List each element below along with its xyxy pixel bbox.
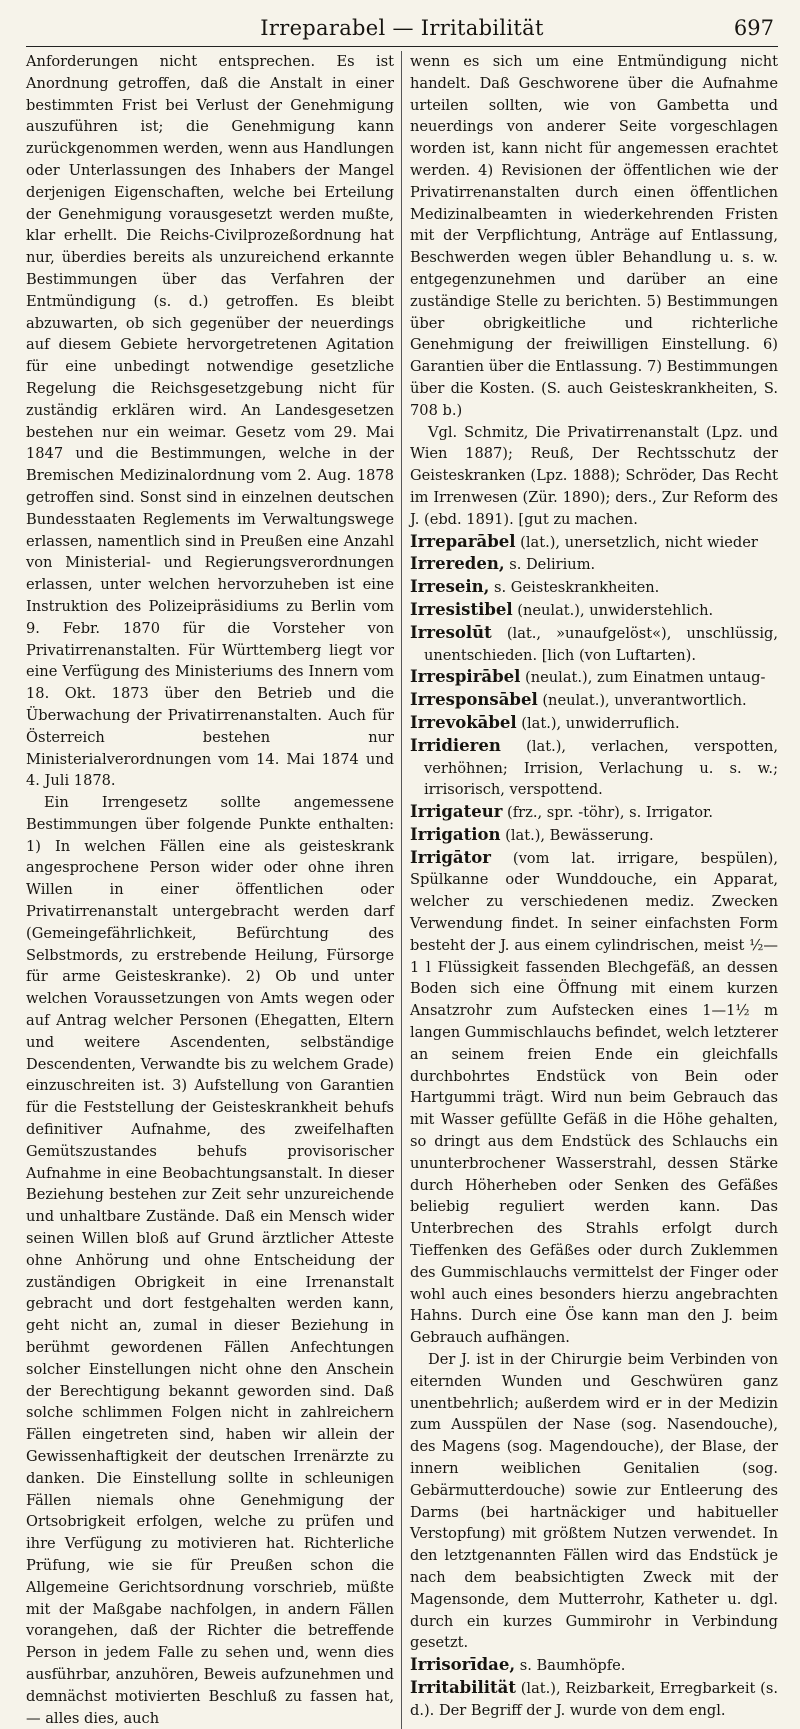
entry-irresistibel bbox=[410, 599, 778, 622]
entry-irreparabel bbox=[410, 531, 778, 554]
entry-text: (lat.), Bewässerung. bbox=[500, 826, 654, 844]
entry-headword: Irresistibel bbox=[410, 599, 513, 619]
right-column bbox=[402, 51, 778, 1729]
left-paragraph-2: Ein Irrengesetz sollte angemessene Bestimmungen über folgende Punkte enthalten: 1) In welchen Fällen eine als geisteskrank angesprochene Person wider oder ohne ihren Willen in einer öffentlichen oder Privatirrenanstalt untergebracht werden darf (Gemeingefährlichkeit, Befürchtung des Selbstmords, zu erstrebende Heilung, Fürsorge für arme Geisteskranke). 2) Ob und unter welchen Voraussetzungen von Amts wegen oder auf Antrag welcher Personen (Ehegatten, Eltern und weitere Ascendenten, selbständige Descendenten, Verwandte bis zu welchem Grade) einzuschreiten ist. 3) Aufstellung von Garantien für die Feststellung der Geisteskrankheit behufs definitiver Aufnahme, des zweifelhaften Gemütszustandes behufs provisorischer Aufnahme in eine Beobachtungsanstalt. In dieser Beziehung bestehen zur Zeit sehr unzureichende und unhaltbare Zustände. Daß ein Mensch wider seinen Willen bloß auf Grund ärztlicher Atteste ohne Anhörung und ohne Entscheidung der zuständigen Obrigkeit in eine Irrenanstalt gebracht und dort festgehalten werden kann, geht nicht an, zumal in dieser Beziehung in berühmt gewordenen Fällen Anfechtungen solcher Einstellungen nicht ohne den Anschein der Berechtigung bekannt geworden sind. Daß solche schlimmen Folgen nicht in zahlreichern Fällen eingetreten sind, haben wir allein der Gewissenhaftigkeit der deutschen Irrenärzte zu danken. Die Einstellung sollte in schleunigen Fällen niemals ohne Genehmigung der Ortsobrigkeit erfolgen, welche zu prüfen und ihre Verfügung zu motivieren hat. Richterliche Prüfung, wie sie für Preußen schon die Allgemeine Gerichtsordnung vorschrieb, müßte mit der Maßgabe nachfolgen, in andern Fällen vorangehen, daß der Richter die betreffende Person in jedem Falle zu sehen und, wenn dies ausführbar, anzuhören, Beweis aufzunehmen und demnächst motivierten Beschluß zu fassen hat, — alles dies, auch bbox=[26, 794, 394, 1727]
irrigator-paragraph-2: Der J. ist in der Chirurgie beim Verbinden von eiternden Wunden und Geschwüren ganz unentbehrlich; außerdem wird er in der Medizin zum Ausspülen der Nase (sog. Nasendouche), des Magens (sog. Magendouche), der Blase, der innern weiblichen Genitalien (sog. Gebärmutterdouche) sowie zur Entleerung des Darms (bei hartnäckiger und habitueller Verstopfung) mit größtem Nutzen verwendet. In den letztgenannten Fällen wird das Endstück je nach dem beabsichtigten Zweck mit der Magensonde, dem Mutterrohr, Katheter u. dgl. durch ein kurzes Gummirohr in Verbindung gesetzt. bbox=[410, 1351, 778, 1652]
running-title: Irreparabel — Irritabilität bbox=[260, 16, 544, 40]
left-paragraph-1: Anforderungen nicht entsprechen. Es ist Anordnung getroffen, daß die Anstalt in einer bestimmten Frist bei Verlust der Genehmigung auszuführen ist; die Genehmigung kann zurückgenommen werden, wenn aus Handlungen oder Unterlassungen des Inhabers der Mangel derjenigen Eigenschaften, welche bei Erteilung der Genehmigung vorausgesetzt werden mußte, klar erhellt. Die Reichs-Civilprozeßordnung hat nur, überdies bereits als unzureichend erkannte Bestimmungen über das Verfahren der Entmündigung (s. d.) getroffen. Es bleibt abzuwarten, ob sich gegenüber der neuerdings auf diesem Gebiete hervorgetretenen Agitation für eine unbedingt notwendige gesetzliche Regelung die Reichsgesetzgebung nicht für zuständig erklären wird. An Landesgesetzen bestehen nur ein weimar. Gesetz vom 29. Mai 1847 und die Bestimmungen, welche in der Bremischen Medizinalordnung vom 2. Aug. 1878 getroffen sind. Sonst sind in einzelnen deutschen Bundesstaaten Reglements im Verwaltungswege erlassen, namentlich sind in Preußen eine Anzahl von Ministerial- und Regierungsverordnungen erlassen, unter welchen hervorzuheben ist eine Instruktion des Polizeipräsidiums zu Berlin vom 9. Febr. 1870 für die Vorsteher von Privatirrenanstalten. Für Württemberg liegt vor eine Verfügung des Ministeriums des Innern vom 18. Okt. 1873 über den Betrieb und die Überwachung der Privatirrenanstalten. Auch für Österreich bestehen nur Ministerialverordnungen vom 14. Mai 1874 und 4. Juli 1878. bbox=[26, 53, 394, 790]
entry-headword: Irrigation bbox=[410, 824, 501, 844]
entry-text: (neulat.), unverantwortlich. bbox=[537, 692, 747, 710]
entry-irrevokabel bbox=[410, 712, 778, 735]
entry-irrereden bbox=[410, 553, 778, 576]
entry-headword: Irrevokābel bbox=[410, 712, 517, 732]
entry-headword: Irrespirābel bbox=[410, 667, 521, 687]
left-column bbox=[26, 51, 402, 1729]
entry-irrespirabel bbox=[410, 666, 778, 689]
entry-text: (lat.), unwiderruflich. bbox=[516, 714, 680, 732]
entry-headword: Irresponsābel bbox=[410, 690, 538, 710]
entry-headword: Irrereden, bbox=[410, 554, 505, 574]
entry-irritabilitaet bbox=[410, 1677, 778, 1722]
bibliography-paragraph: Vgl. Schmitz, Die Privatirrenanstalt (Lpz. und Wien 1887); Reuß, Der Rechtsschutz der Geisteskranken (Lpz. 1888); Schröder, Das Recht im Irrenwesen (Zür. 1890); ders., Zur Reform des J. (ebd. 1891). [gut zu machen. bbox=[410, 423, 778, 528]
entry-irrisoridae bbox=[410, 1654, 778, 1677]
entry-headword: Irresein, bbox=[410, 577, 490, 597]
entry-text: (lat.), Reizbarkeit, Erregbarkeit (s. d.). Der Begriff der J. wurde von dem engl. bbox=[410, 1679, 778, 1719]
entry-irresein bbox=[410, 576, 778, 599]
entry-headword: Irrigātor bbox=[410, 847, 491, 867]
entry-headword: Irresolūt bbox=[410, 622, 492, 642]
page-number: 697 bbox=[733, 16, 774, 40]
entry-irrigation bbox=[410, 824, 778, 847]
entry-text: s. Baumhöpfe. bbox=[515, 1657, 626, 1675]
entry-text: (lat.), unersetzlich, nicht wieder bbox=[515, 533, 758, 551]
entry-text: (neulat.), unwiderstehlich. bbox=[512, 601, 714, 619]
entry-text: (lat.), verlachen, verspotten, verhöhnen; Irrision, Verlachung u. s. w.; irrisorisch, verspottend. bbox=[424, 737, 778, 799]
right-paragraph-1: wenn es sich um eine Entmündigung nicht handelt. Daß Geschworene über die Aufnahme urteilen sollten, wie von Gambetta und neuerdings von anderer Seite vorgeschlagen worden ist, kann nicht für angemessen erachtet werden. 4) Revisionen der öffentlichen wie der Privatirrenanstalten durch einen öffentlichen Medizinalbeamten in wiederkehrenden Fristen mit der Verpflichtung, Anträge auf Entlassung, Beschwerden wegen übler Behandlung u. s. w. entgegenzunehmen und darüber an eine zuständige Stelle zu berichten. 5) Bestimmungen über obrigkeitliche und richterliche Genehmigung der freiwilligen Einstellung. 6) Garantien über die Entlassung. 7) Bestimmungen über die Kosten. (S. auch Geisteskrankheiten, S. 708 b.) bbox=[410, 53, 778, 419]
entry-headword: Irreparābel bbox=[410, 531, 516, 551]
entry-irresolut bbox=[410, 622, 778, 667]
entry-headword: Irridieren bbox=[410, 735, 501, 755]
entry-irrigator bbox=[410, 847, 778, 1349]
entry-irresponsabel bbox=[410, 689, 778, 712]
entry-headword: Irrisorīdae, bbox=[410, 1655, 516, 1675]
entry-irridieren bbox=[410, 735, 778, 801]
entry-text: (lat., »unaufgelöst«), unschlüssig, unentschieden. [lich (von Luftarten). bbox=[424, 624, 778, 664]
entry-text: s. Delirium. bbox=[504, 556, 596, 574]
entry-text: (vom lat. irrigare, bespülen), Spülkanne oder Wunddouche, ein Apparat, welcher zu verschiedenen mediz. Zwecken Verwendung findet. In seiner einfachsten Form besteht der J. aus einem cylindrischen, meist ½—1 l Flüssigkeit fassenden Blechgefäß, an dessen Boden sich eine Öffnung mit einem kurzen Ansatzrohr zum Aufstecken eines 1—1½ m langen Gummischlauchs befindet, welch letzterer an seinem freien Ende ein gleichfalls durchbohrtes Endstück von Bein oder Hartgummi trägt. Wird nun beim Gebrauch das mit Wasser gefüllte Gefäß in die Höhe gehalten, so dringt aus dem Endstück des Schlauchs ein ununterbrochener Wasserstrahl, dessen Stärke durch Höherheben oder Senken des Gefäßes beliebig reguliert werden kann. Das Unterbrechen des Strahls erfolgt durch Tieffenken des Gefäßes oder durch Zuklemmen des Gummischlauchs vermittelst der Finger oder wohl auch eines besonders hierzu angebrachten Hahns. Durch eine Öse kann man den J. beim Gebrauch aufhängen. bbox=[410, 849, 778, 1347]
page-header bbox=[26, 10, 778, 47]
entry-irrigateur bbox=[410, 801, 778, 824]
entry-headword: Irritabilität bbox=[410, 1677, 516, 1697]
entry-headword: Irrigateur bbox=[410, 802, 503, 822]
entry-text: (neulat.), zum Einatmen untaug- bbox=[520, 669, 766, 687]
entry-text: (frz., spr. -töhr), s. Irrigator. bbox=[502, 804, 714, 822]
entry-text: s. Geisteskrankheiten. bbox=[489, 579, 660, 597]
text-columns bbox=[26, 51, 778, 1729]
